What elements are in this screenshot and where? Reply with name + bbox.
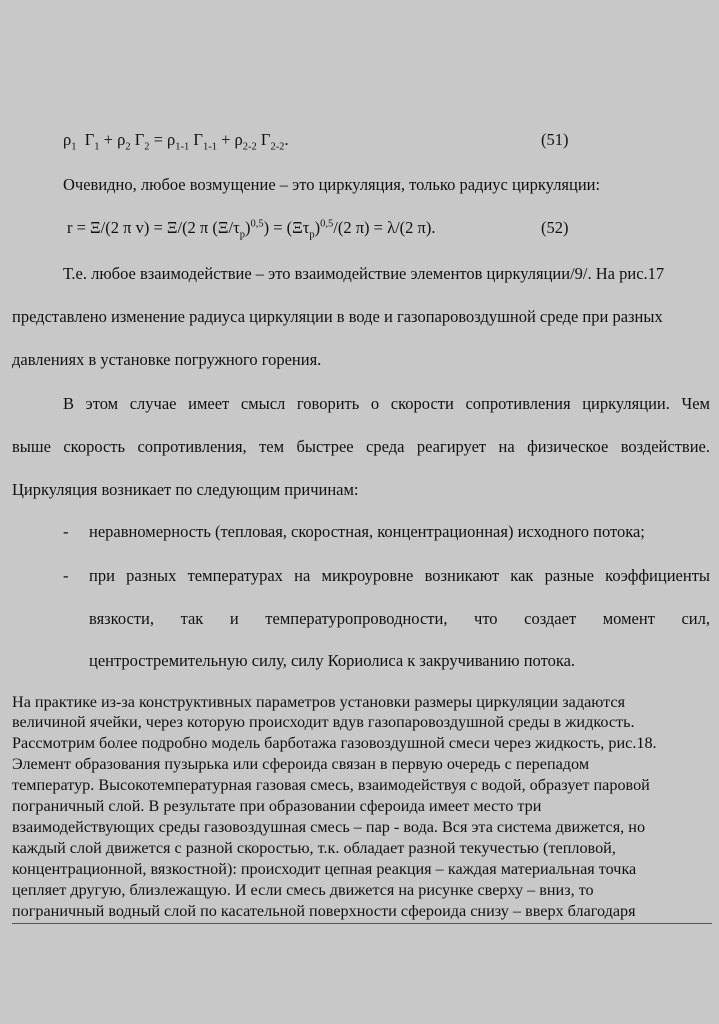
eq-text: r = Ξ/(2 π v) = Ξ/(2 π (Ξ/τ bbox=[67, 218, 240, 237]
eq-sub: p bbox=[239, 229, 245, 241]
list-item: при разных температурах на микроуровне возникают как разные коэффициенты bbox=[89, 566, 710, 585]
paragraph-line: температур. Высокотемпературная газовая смесь, взаимодействуя с водой, образует паровой bbox=[12, 776, 650, 794]
paragraph-line: Элемент образования пузырька или сфероида связан в первую очередь с перепадом bbox=[12, 755, 590, 773]
paragraph-line: величиной ячейки, через которую происходит вдув газопаровоздушной среды в жидкость. bbox=[12, 713, 635, 731]
paragraph-line: каждый слой движется с разной скоростью, т.к. обладает разной текучестью (тепловой, bbox=[12, 839, 616, 857]
eq-text: Γ bbox=[189, 130, 203, 149]
eq-sup: 0,5 bbox=[250, 218, 264, 230]
eq-sub: p bbox=[309, 229, 315, 241]
paragraph-line: выше скорость сопротивления, тем быстрее среда реагирует на физическое воздействие. bbox=[12, 437, 710, 456]
paragraph-line: пограничный слой. В результате при образовании сфероида имеет место три bbox=[12, 797, 542, 815]
eq-sub: 2-2 bbox=[242, 141, 257, 153]
eq-sub: 2 bbox=[144, 141, 150, 153]
paragraph-line: Очевидно, любое возмущение – это циркуляция, только радиус циркуляции: bbox=[63, 175, 601, 194]
bottom-rule bbox=[12, 923, 712, 924]
eq-sup: 0,5 bbox=[320, 218, 334, 230]
list-bullet: - bbox=[63, 522, 69, 541]
paragraph-line: давлениях в установке погружного горения. bbox=[12, 350, 322, 369]
eq-text: ) bbox=[244, 218, 251, 237]
paragraph-line: представлено изменение радиуса циркуляции в воде и газопаровоздушной среде при разных bbox=[12, 307, 663, 326]
eq-text: ρ bbox=[63, 130, 72, 149]
eq-text: /(2 π) = λ/(2 π). bbox=[333, 218, 436, 237]
eq-sub: 2-2 bbox=[270, 141, 285, 153]
list-item-line: вязкости, так и температуропроводности, что создает момент сил, bbox=[89, 609, 710, 628]
list-item: неравномерность (тепловая, скоростная, концентрационная) исходного потока; bbox=[89, 522, 645, 541]
eq-sub: 1 bbox=[71, 141, 77, 153]
eq-text: + ρ bbox=[216, 130, 243, 149]
equation-52 bbox=[67, 218, 436, 241]
eq-text: Γ bbox=[84, 130, 95, 149]
list-item-line: центростремительную силу, силу Кориолиса к закручиванию потока. bbox=[89, 651, 576, 670]
eq-text: Γ bbox=[256, 130, 271, 149]
paragraph-line: Рассмотрим более подробно модель барботажа газовоздушной смеси через жидкость, рис.18. bbox=[12, 734, 657, 752]
equation-51 bbox=[63, 130, 289, 153]
equation-number: (51) bbox=[541, 130, 569, 149]
eq-text: ) = (Ξτ bbox=[263, 218, 310, 237]
eq-text: = ρ bbox=[149, 130, 176, 149]
paragraph-line: Циркуляция возникает по следующим причинам: bbox=[12, 480, 359, 499]
eq-sub: 2 bbox=[125, 141, 131, 153]
list-bullet: - bbox=[63, 566, 69, 585]
eq-text: Γ bbox=[130, 130, 145, 149]
eq-sub: 1 bbox=[94, 141, 100, 153]
equation-number: (52) bbox=[541, 218, 569, 237]
paragraph-line: На практике из-за конструктивных параметров установки размеры циркуляции задаются bbox=[12, 693, 626, 711]
paragraph-line: В этом случае имеет смысл говорить о скорости сопротивления циркуляции. Чем bbox=[63, 394, 710, 413]
paragraph-line: цепляет другую, близлежащую. И если смесь движется на рисунке сверху – вниз, то bbox=[12, 881, 594, 899]
eq-text: + ρ bbox=[99, 130, 126, 149]
eq-sub: 1-1 bbox=[202, 141, 217, 153]
eq-text: ) bbox=[314, 218, 321, 237]
eq-sub: 1-1 bbox=[175, 141, 190, 153]
eq-text: . bbox=[284, 130, 289, 149]
paragraph-line: Т.е. любое взаимодействие – это взаимодействие элементов циркуляции/9/. На рис.17 bbox=[63, 264, 665, 283]
paragraph-line: концентрационной, вязкостной): происходит цепная реакция – каждая материальная точка bbox=[12, 860, 637, 878]
paragraph-line: пограничный водный слой по касательной поверхности сфероида снизу – вверх благодаря bbox=[12, 902, 636, 920]
paragraph-line: взаимодействующих среды газовоздушная смесь – пар - вода. Вся эта система движется, но bbox=[12, 818, 646, 836]
